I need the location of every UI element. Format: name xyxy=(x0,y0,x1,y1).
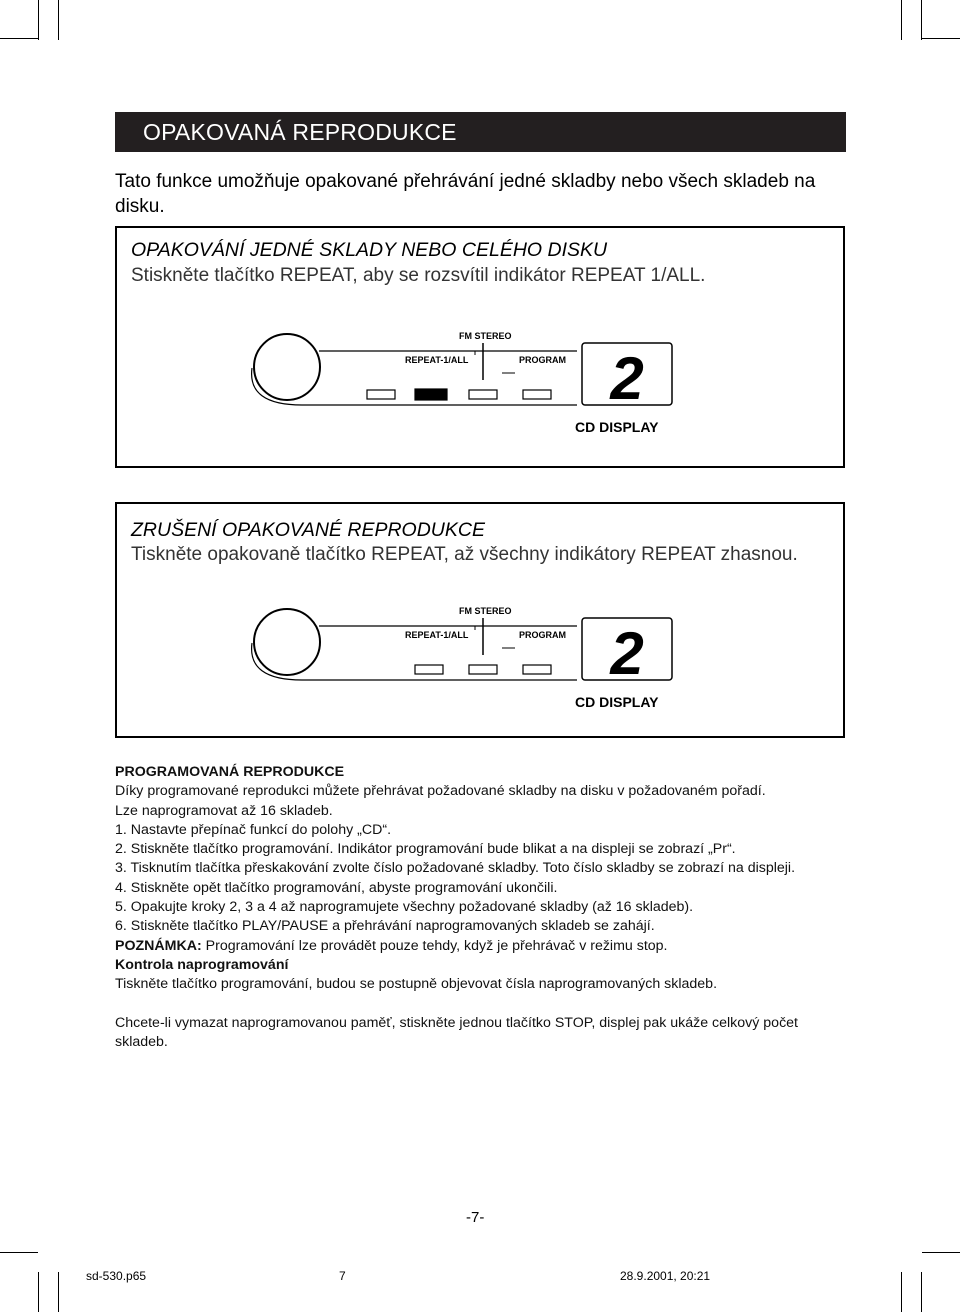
cd-display-illustration xyxy=(247,598,687,713)
crop-mark xyxy=(38,0,39,40)
crop-mark xyxy=(0,38,38,39)
crop-mark xyxy=(58,0,59,40)
crop-mark xyxy=(58,1272,59,1312)
note-text: Programování lze provádět pouze tehdy, když je přehrávač v režimu stop. xyxy=(201,937,668,954)
crop-mark xyxy=(38,1272,39,1312)
indicator-slot xyxy=(523,390,551,399)
cd-display-diagram xyxy=(247,323,687,438)
indicator-slot xyxy=(415,665,443,674)
crop-mark xyxy=(922,38,960,39)
footer-page: 7 xyxy=(339,1269,346,1283)
step-item: 1. Nastavte přepínač funkcí do polohy „CD“. xyxy=(115,821,392,838)
panel-title: OPAKOVÁNÍ JEDNÉ SKLADY NEBO CELÉHO DISKU xyxy=(131,239,608,261)
panel-description: Stiskněte tlačítko REPEAT, aby se rozsvítil indikátor REPEAT 1/ALL. xyxy=(131,265,706,286)
cd-display-label: CD DISPLAY xyxy=(575,419,659,435)
step-item: 6. Stiskněte tlačítko PLAY/PAUSE a přehrávání naprogramovaných skladeb se zahájí. xyxy=(115,918,655,935)
crop-mark xyxy=(921,1272,922,1312)
fm-stereo-label: FM STEREO xyxy=(459,331,512,341)
indicator-slot xyxy=(367,390,395,399)
cd-display-label: CD DISPLAY xyxy=(575,694,659,710)
jog-knob xyxy=(254,609,320,675)
step-item: 3. Tisknutím tlačítka přeskakování zvolte číslo požadované skladby. Toto číslo skladby se zobrazí na displeji. xyxy=(115,860,796,877)
crop-mark xyxy=(0,1252,38,1253)
program-title: PROGRAMOVANÁ REPRODUKCE xyxy=(115,764,345,780)
crop-mark xyxy=(901,1272,902,1312)
indicator-slot xyxy=(469,390,497,399)
jog-knob xyxy=(254,334,320,400)
program-intro: Díky programované reprodukci můžete přehrávat požadované skladby na disku v požadovaném pořadí. xyxy=(115,783,766,800)
repeat-label: REPEAT-1/ALL xyxy=(405,630,469,640)
panel-cancel-repeat xyxy=(115,502,845,738)
repeat-indicator xyxy=(415,389,447,400)
clear-text: Chcete-li vymazat naprogramovanou paměť, stiskněte jednou tlačítko STOP, displej pak ukáže celkový počet skladeb. xyxy=(115,1014,799,1050)
step-item: 5. Opakujte kroky 2, 3 a 4 až naprogramujete všechny požadované skladby (až 16 skladeb). xyxy=(115,899,694,916)
cd-display-illustration xyxy=(247,323,687,438)
crop-mark xyxy=(901,0,902,40)
panel-title: ZRUŠENÍ OPAKOVANÉ REPRODUKCE xyxy=(131,519,485,541)
repeat-label: REPEAT-1/ALL xyxy=(405,355,469,365)
repeat-indicator xyxy=(469,665,497,674)
panel-description: Tiskněte opakovaně tlačítko REPEAT, až všechny indikátory REPEAT zhasnou. xyxy=(131,544,798,565)
crop-mark xyxy=(921,0,922,40)
step-item: 2. Stiskněte tlačítko programování. Indikátor programování bude blikat a na displeji se zobrazí „Pr“. xyxy=(115,841,736,858)
page-number: -7- xyxy=(466,1209,485,1226)
check-title: Kontrola naprogramování xyxy=(115,956,289,973)
program-label: PROGRAM xyxy=(519,355,566,365)
panel-repeat xyxy=(115,226,845,468)
fm-stereo-label: FM STEREO xyxy=(459,606,512,616)
lcd-digit: 2 xyxy=(610,620,644,687)
footer-datetime: 28.9.2001, 20:21 xyxy=(620,1269,711,1283)
program-section xyxy=(115,763,850,1052)
step-item: 4. Stiskněte opět tlačítko programování, abyste programování ukončili. xyxy=(115,879,558,896)
crop-mark xyxy=(922,1252,960,1253)
section-header xyxy=(115,112,846,152)
check-text: Tiskněte tlačítko programování, budou se postupně objevovat čísla naprogramovaných skladeb. xyxy=(115,976,718,993)
program-label: PROGRAM xyxy=(519,630,566,640)
note-label: POZNÁMKA: xyxy=(115,937,202,954)
section-title: OPAKOVANÁ REPRODUKCE xyxy=(143,119,457,145)
intro-text: Tato funkce umožňuje opakované přehrávání jedné skladby nebo všech skladeb na disku. xyxy=(115,171,816,217)
cd-display-diagram xyxy=(247,598,687,713)
footer-file: sd-530.p65 xyxy=(86,1269,147,1283)
indicator-slot xyxy=(523,665,551,674)
program-limit: Lze naprogramovat až 16 skladeb. xyxy=(115,802,333,819)
note xyxy=(115,937,850,956)
lcd-digit: 2 xyxy=(610,345,644,412)
